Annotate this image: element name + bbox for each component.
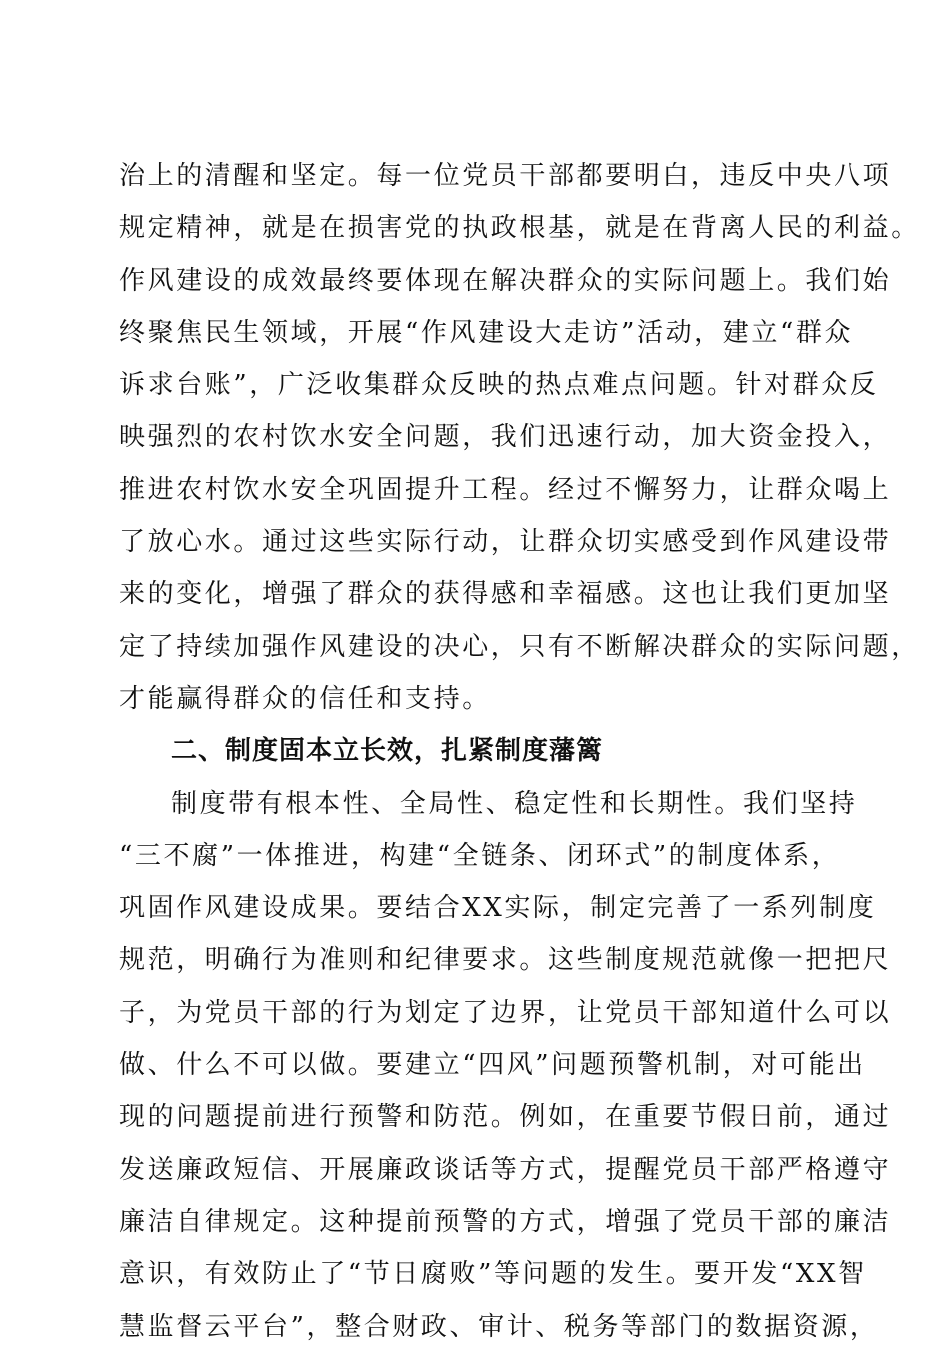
paragraph-line: 意识，有效防止了“节日腐败”等问题的发生。要开发“XX智 (119, 1259, 867, 1290)
paragraph-line: 映强烈的农村饮水安全问题，我们迅速行动，加大资金投入， (119, 422, 892, 453)
paragraph-line: 来的变化，增强了群众的获得感和幸福感。这也让我们更加坚 (119, 579, 892, 610)
paragraph-line: 巩固作风建设成果。要结合XX实际，制定完善了一系列制度 (119, 893, 877, 924)
paragraph-line: 作风建设的成效最终要体现在解决群众的实际问题上。我们始 (119, 265, 892, 296)
paragraph-line: 做、什么不可以做。要建立“四风”问题预警机制，对可能出 (119, 1050, 866, 1081)
paragraph-line: 廉洁自律规定。这种提前预警的方式，增强了党员干部的廉洁 (119, 1206, 892, 1237)
paragraph-line: 发送廉政短信、开展廉政谈话等方式，提醒党员干部严格遵守 (119, 1154, 892, 1185)
paragraph-line: 推进农村饮水安全巩固提升工程。经过不懈努力，让群众喝上 (119, 474, 892, 505)
paragraph-line: 终聚焦民生领域，开展“作风建设大走访”活动，建立“群众 (119, 317, 854, 348)
paragraph-line: 子，为党员干部的行为划定了边界，让党员干部知道什么可以 (119, 997, 892, 1028)
paragraph-line: 定了持续加强作风建设的决心，只有不断解决群众的实际问题， (119, 631, 920, 662)
document-body (119, 150, 920, 1353)
paragraph-line: 慧监督云平台”，整合财政、审计、税务等部门的数据资源， (119, 1311, 879, 1342)
paragraph-line: “三不腐”一体推进，构建“全链条、闭环式”的制度体系， (119, 840, 841, 871)
paragraph-line: 治上的清醒和坚定。每一位党员干部都要明白，违反中央八项 (119, 161, 892, 191)
paragraph-line: 现的问题提前进行预警和防范。例如，在重要节假日前，通过 (119, 1102, 892, 1133)
paragraph-line: 制度带有根本性、全局性、稳定性和长期性。我们坚持 (171, 788, 858, 819)
paragraph-line: 规范，明确行为准则和纪律要求。这些制度规范就像一把把尺 (119, 945, 892, 976)
paragraph-line: 了放心水。通过这些实际行动，让群众切实感受到作风建设带 (119, 527, 892, 558)
paragraph-line: 才能赢得群众的信任和支持。 (119, 683, 491, 714)
paragraph-line: 诉求台账”，广泛收集群众反映的热点难点问题。针对群众反 (119, 370, 879, 401)
paragraph-line: 规定精神，就是在损害党的执政根基，就是在背离人民的利益。 (119, 213, 920, 244)
section-heading: 二、制度固本立长效，扎紧制度藩篱 (171, 736, 604, 767)
